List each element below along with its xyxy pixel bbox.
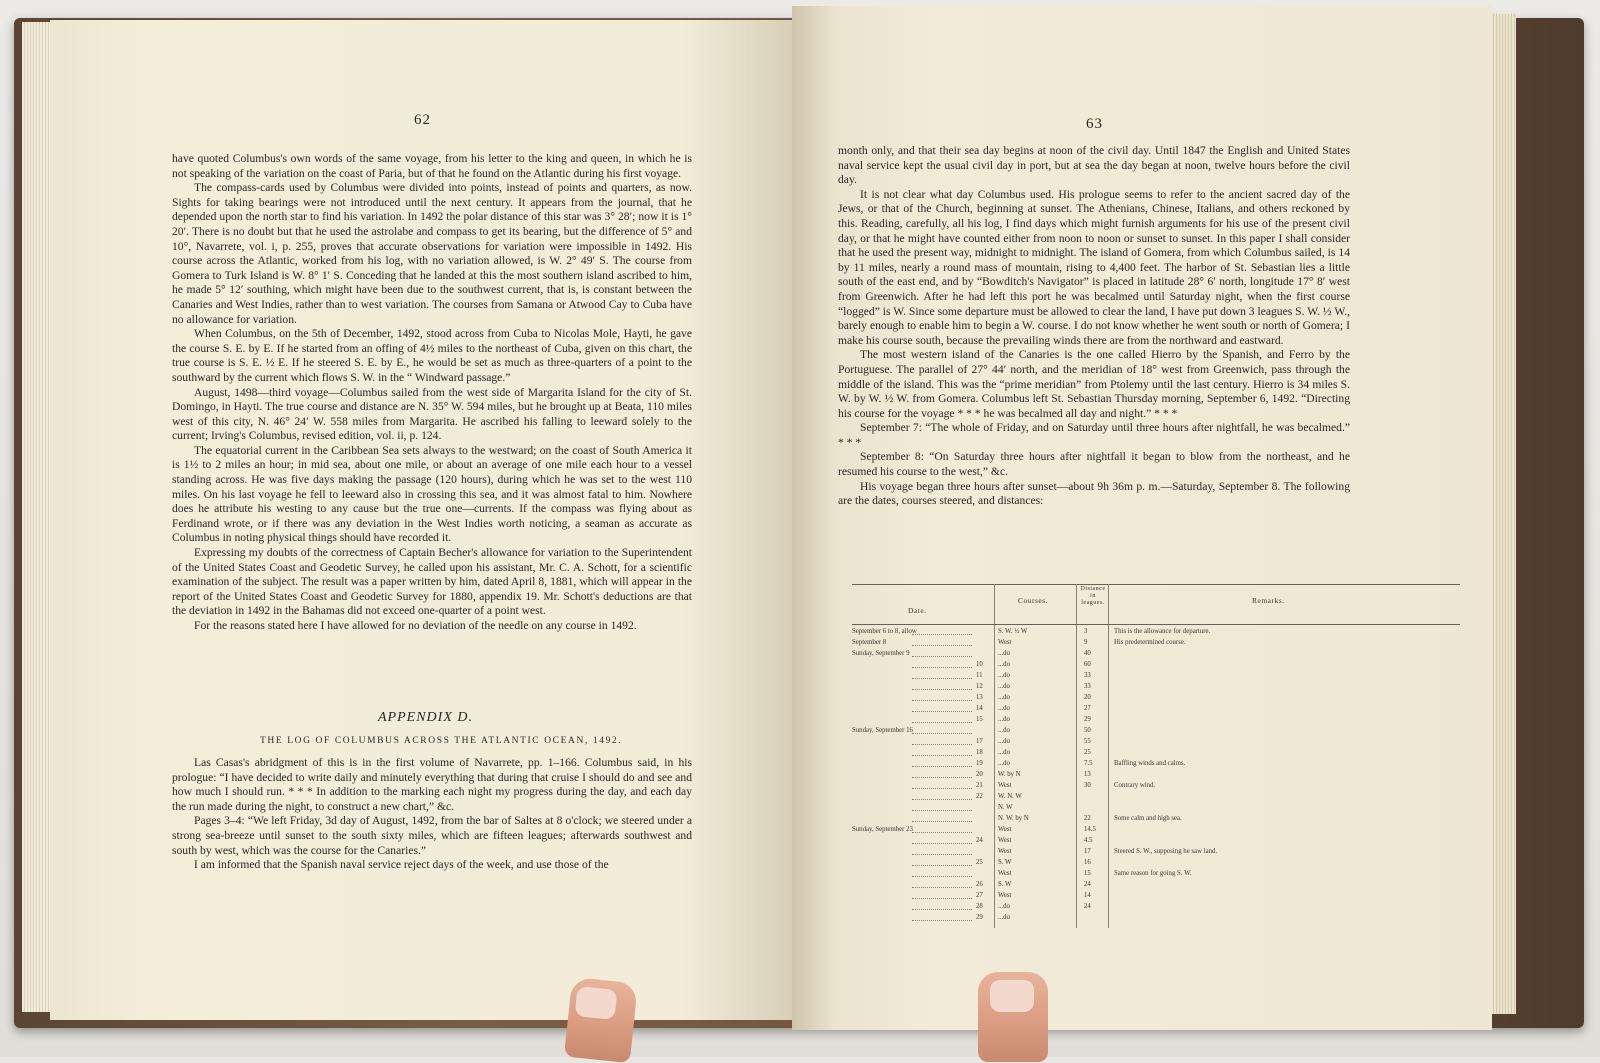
date-day-cell: 29: [976, 914, 983, 921]
date-day-cell: 12: [976, 683, 983, 690]
paragraph: Las Casas's abridgment of this is in the first volume of Navarrete, pp. 1–166. Columbus said, in his prologue: “I have decided to write daily and minutely everything that during that cruise I should do and see and how much I should run. * * * In addition to the marking each night my progress during the day, and each day the run made during the night, to construct a new chart,” &c.: [172, 756, 692, 813]
distance-cell: 9: [1084, 639, 1088, 646]
remark-cell: His predetermined course.: [1114, 639, 1186, 646]
paragraph: I am informed that the Spanish naval service reject days of the week, and use those of the: [194, 858, 609, 872]
distance-cell: 24: [1084, 881, 1091, 888]
dotted-leader: [912, 854, 972, 855]
page-number-left: 62: [414, 112, 431, 128]
dotted-leader: [912, 876, 972, 877]
table-top-rule: [852, 584, 1460, 585]
distance-cell: 25: [1084, 749, 1091, 756]
paragraph: The equatorial current in the Caribbean Sea sets always to the westward; on the coast of South America it is 1½ to 2 miles an hour; in mid sea, about one mile, or about an average of one mile each hour to a vessel standing across. He was five days making the passage (120 hours), during which he was set to the west 110 miles. On his last voyage he fell to leeward also in crossing this sea, and it was almost fatal to him. Nowhere does he attribute his westing to any cause but the true one—currents. If the compass was flying about as Ferdinand wrote, or if there was any deviation in the West Indies worth noticing, a seaman as accurate as Columbus in noting physical things should have recorded it.: [172, 443, 692, 545]
appendix-body-text: [172, 756, 692, 873]
distance-cell: 40: [1084, 650, 1091, 657]
table-divider: [1108, 584, 1109, 928]
distance-cell: 50: [1084, 727, 1091, 734]
course-cell: S. W: [998, 859, 1012, 866]
course-cell: West: [998, 870, 1012, 877]
date-label: Sunday, September 9: [852, 650, 910, 657]
paragraph: September 7: “The whole of Friday, and on Saturday until three hours after nightfall, he was becalmed.” * * *: [838, 421, 1350, 449]
paragraph: August, 1498—third voyage—Columbus sailed from the west side of Margarita Island for the city of St. Domingo, in Hayti. The true course and distance are N. 35° W. 594 miles, but he brought up at Beata, 110 miles west of this city, N. 46° 24′ W. 558 miles from Margarita. He ascribed his falling to leeward solely to the current; Irving's Columbus, revised edition, vol. ii, p. 124.: [172, 385, 692, 443]
date-day-cell: 26: [976, 881, 983, 888]
course-cell: West: [998, 639, 1012, 646]
date-label: Sunday, September 16: [852, 727, 913, 734]
date-day-cell: 22: [976, 793, 983, 800]
paragraph: Expressing my doubts of the correctness of Captain Becher's allowance for variation to the Superintendent of the United States Coast and Geodetic Survey, he called upon his assistant, Mr. C. A. Schott, for a scientific examination of the subject. The result was a paper written by him, dated April 8, 1881, which will appear in the report of the United States Coast and Geodetic Survey for 1880, appendix 19. Mr. Schott's deductions are that the deviation in 1492 in the Bahamas did not exceed one-quarter of a point west.: [172, 546, 692, 618]
course-cell: West: [998, 892, 1012, 899]
date-day-cell: 19: [976, 760, 983, 767]
distance-cell: 14.5: [1084, 826, 1096, 833]
date-day-cell: 20: [976, 771, 983, 778]
page-edges-right: [1488, 14, 1516, 1014]
dotted-leader: [912, 810, 972, 811]
header-remarks: Remarks.: [1252, 596, 1285, 605]
dotted-leader: [912, 711, 972, 712]
distance-cell: 4.5: [1084, 837, 1093, 844]
dotted-leader: [912, 821, 972, 822]
distance-cell: 13: [1084, 771, 1091, 778]
dotted-leader: [912, 766, 972, 767]
distance-cell: 33: [1084, 683, 1091, 690]
course-cell: ...do: [998, 683, 1010, 690]
remark-cell: Some calm and high sea.: [1114, 815, 1182, 822]
distance-cell: 16: [1084, 859, 1091, 866]
course-cell: ...do: [998, 760, 1010, 767]
date-day-cell: 13: [976, 694, 983, 701]
table-divider: [994, 584, 995, 928]
dotted-leader: [912, 799, 972, 800]
distance-cell: 33: [1084, 672, 1091, 679]
date-day-cell: 21: [976, 782, 983, 789]
header-distance: Distance in leagues.: [1080, 586, 1106, 606]
appendix-subtitle: THE LOG OF COLUMBUS ACROSS THE ATLANTIC OCEAN, 1492.: [260, 736, 623, 746]
date-label: September 6 to 8, allow: [852, 628, 917, 635]
distance-cell: 7.5: [1084, 760, 1093, 767]
course-cell: S. W: [998, 881, 1012, 888]
distance-cell: 3: [1084, 628, 1088, 635]
left-thumbnail: [575, 986, 618, 1020]
dotted-leader: [912, 887, 972, 888]
dotted-leader: [912, 689, 972, 690]
course-cell: N. W: [998, 804, 1013, 811]
course-cell: S. W. ½ W: [998, 628, 1028, 635]
course-cell: ...do: [998, 716, 1010, 723]
paragraph: It is not clear what day Columbus used. His prologue seems to refer to the ancient sacred day of the Jews, or that of the Church, beginning at sunset. The Athenians, Chinese, Italians, and others reckoned by this. Reading, carefully, all his log, I find days which might furnish arguments for his use of the present civil day, or that he might have counted either from noon to noon or sunset to sunset. In this paper I shall consider that he used the present way, midnight to midnight. The island of Gomera, from which Columbus sailed, is 14 by 11 miles, nearly a round mass of mountain, rising to 4,400 feet. The harbor of St. Sebastian lies a little south of the east end, and by “Bowditch's Navigator” is placed in latitude 28° 6′ north, longitude 17° 8′ west from Greenwich. After he had left this port he was becalmed until Saturday night, when the first course “logged” is W. Since some departure must be allowed to clear the land, I have put down 3 leagues S. W. ½ W., barely enough to enable him to begin a W. course. I do not know whether he went south or north of Gomera; I make his course south, because the prevailing winds there are from the northward and eastward.: [838, 187, 1350, 347]
left-body-text: [172, 152, 692, 634]
distance-cell: 29: [1084, 716, 1091, 723]
table-divider: [1076, 584, 1077, 928]
paragraph: have quoted Columbus's own words of the same voyage, from his letter to the king and queen, in which he is not speaking of the variation on the coast of Paria, but of that he found on the Atlantic during his first voyage.: [172, 152, 692, 180]
dotted-leader: [912, 865, 972, 866]
date-day-cell: 24: [976, 837, 983, 844]
course-cell: ...do: [998, 914, 1010, 921]
course-cell: ...do: [998, 749, 1010, 756]
right-body-text: [838, 144, 1350, 509]
course-cell: N. W. by N: [998, 815, 1029, 822]
distance-cell: 17: [1084, 848, 1091, 855]
paragraph: The most western island of the Canaries is the one called Hierro by the Spanish, and Ferro by the Portuguese. The parallel of 27° 44′ north, and the meridian of 18° west from Greenwich, pass through the middle of the island. This was the “prime meridian” from Ptolemy until the last century. Hierro is 34 miles S. W. by W. ½ W. from Gomera. Columbus left St. Sebastian Thursday morning, September 6, 1492. “Directing his course for the voyage * * * he was becalmed all day and night.” * * *: [838, 348, 1350, 420]
course-cell: West: [998, 848, 1012, 855]
paragraph: For the reasons stated here I have allowed for no deviation of the needle on any course in 1492.: [194, 619, 637, 632]
distance-cell: 22: [1084, 815, 1091, 822]
course-cell: West: [998, 826, 1012, 833]
course-cell: ...do: [998, 694, 1010, 701]
voyage-log-table: [852, 584, 1462, 944]
dotted-leader: [912, 733, 972, 734]
course-cell: ...do: [998, 661, 1010, 668]
paragraph: When Columbus, on the 5th of December, 1492, stood across from Cuba to Nicolas Mole, Hayti, he gave the course S. E. by E. If he started from an offing of 4½ miles to the northeast of Cuba, given on this chart, the true course is S. E. ½ E. If he steered S. E. by E., he would be set as much as three-quarters of a point to the southward by the current which flows S. W. in the “ Windward passage.”: [172, 327, 692, 384]
date-day-cell: 11: [976, 672, 983, 679]
dotted-leader: [912, 777, 972, 778]
remark-cell: Same reason for going S. W.: [1114, 870, 1192, 877]
paragraph: September 8: “On Saturday three hours after nightfall it began to blow from the northeast, and he resumed his course to the west,” &c.: [838, 450, 1350, 479]
course-cell: West: [998, 837, 1012, 844]
course-cell: West: [998, 782, 1012, 789]
course-cell: ...do: [998, 672, 1010, 679]
course-cell: ...do: [998, 727, 1010, 734]
left-page: [50, 20, 792, 1020]
distance-cell: 24: [1084, 903, 1091, 910]
dotted-leader: [912, 843, 972, 844]
table-header-rule: [852, 624, 1460, 625]
dotted-leader: [912, 832, 972, 833]
dotted-leader: [912, 898, 972, 899]
dotted-leader: [912, 788, 972, 789]
distance-cell: 14: [1084, 892, 1091, 899]
dotted-leader: [912, 656, 972, 657]
course-cell: ...do: [998, 738, 1010, 745]
paragraph: Pages 3–4: “We left Friday, 3d day of August, 1492, from the bar of Saltes at 8 o'clock; we steered under a strong sea-breeze until sunset to the south sixty miles, which are fifteen leagues; afterwards southwest and south by west, which was the course for the Canaries.”: [172, 814, 692, 857]
date-label: September 8: [852, 639, 887, 646]
course-cell: ...do: [998, 705, 1010, 712]
course-cell: ...do: [998, 650, 1010, 657]
remark-cell: This is the allowance for departure.: [1114, 628, 1211, 635]
date-day-cell: 17: [976, 738, 983, 745]
distance-cell: 55: [1084, 738, 1091, 745]
right-thumbnail: [990, 980, 1034, 1012]
course-cell: ...do: [998, 903, 1010, 910]
header-date: Date.: [908, 606, 927, 615]
paragraph: His voyage began three hours after sunset—about 9h 36m p. m.—Saturday, September 8. The following are the dates, courses steered, and distances:: [838, 479, 1350, 508]
dotted-leader: [912, 667, 972, 668]
date-day-cell: 10: [976, 661, 983, 668]
date-day-cell: 25: [976, 859, 983, 866]
page-number-right: 63: [1086, 116, 1103, 132]
dotted-leader: [912, 920, 972, 921]
date-day-cell: 18: [976, 749, 983, 756]
dotted-leader: [912, 678, 972, 679]
distance-cell: 15: [1084, 870, 1091, 877]
course-cell: W. by N: [998, 771, 1021, 778]
distance-cell: 30: [1084, 782, 1091, 789]
course-cell: W. N. W: [998, 793, 1022, 800]
header-courses: Courses.: [1018, 596, 1049, 605]
paragraph: The compass-cards used by Columbus were divided into points, instead of points and quarters, as now. Sights for taking bearings were not introduced until the next century. It appears from the journal, that he depended upon the north star to find his variation. In 1492 the polar distance of this star was 3° 28′; now it is 1° 20′. There is no doubt but that he used the astrolabe and compass to get its bearing, but the difference of 5° and 10°, Navarrete, vol. i, p. 255, proves that accurate observations for variation were impossible in 1492. His course across the Atlantic, worked from his log, with no variation allowed, is W. 2° 49′ S. The course from Gomera to Turk Island is W. 8° 1′ S. Conceding that he landed at this the most southern island ascribed to him, he made 5° 12′ southing, which might have been due to the southwest current, that is, is constant between the Canaries and West Indies, rather than to west variation. The courses from Samana or Atwood Cay to Cuba have no allowance for variation.: [172, 181, 692, 326]
dotted-leader: [912, 755, 972, 756]
dotted-leader: [912, 700, 972, 701]
paragraph: month only, and that their sea day begins at noon of the civil day. Until 1847 the English and United States naval service kept the usual civil day in port, but at sea the day began at noon, twelve hours before the civil day.: [838, 144, 1350, 187]
date-day-cell: 15: [976, 716, 983, 723]
dotted-leader: [912, 634, 972, 635]
dotted-leader: [912, 722, 972, 723]
dotted-leader: [912, 909, 972, 910]
dotted-leader: [912, 744, 972, 745]
date-label: Sunday, September 23: [852, 826, 913, 833]
appendix-title: APPENDIX D.: [378, 710, 473, 725]
date-day-cell: 28: [976, 903, 983, 910]
dotted-leader: [912, 645, 972, 646]
remark-cell: Steered S. W., supposing he saw land.: [1114, 848, 1218, 855]
distance-cell: 27: [1084, 705, 1091, 712]
date-day-cell: 14: [976, 705, 983, 712]
right-page: [792, 6, 1492, 1030]
remark-cell: Contrary wind.: [1114, 782, 1156, 789]
date-day-cell: 27: [976, 892, 983, 899]
distance-cell: 20: [1084, 694, 1091, 701]
distance-cell: 60: [1084, 661, 1091, 668]
remark-cell: Baffling winds and calms.: [1114, 760, 1186, 767]
